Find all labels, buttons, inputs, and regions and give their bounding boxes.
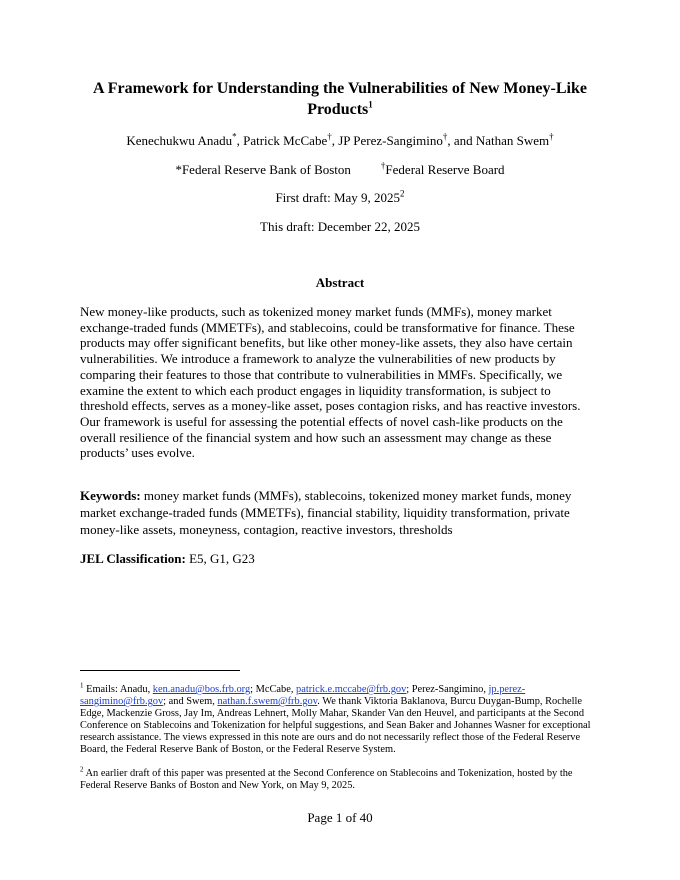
- author-perez-sangimino: JP Perez-Sangimino: [338, 133, 443, 148]
- footnote-2: [80, 765, 602, 792]
- footnote-2-mark: 2: [80, 765, 84, 774]
- keywords: [80, 487, 602, 539]
- author-separator: , and: [447, 133, 476, 148]
- email-link-perez-sangimino[interactable]: jp.perez-sangimino@frb.gov: [80, 684, 526, 708]
- affiliations: [60, 161, 620, 178]
- footnote-text: ; Perez-Sangimino,: [406, 684, 489, 695]
- first-draft-footnote-mark[interactable]: 2: [400, 188, 405, 199]
- abstract-heading: Abstract: [315, 275, 365, 290]
- author-affil-mark: *: [232, 131, 237, 142]
- affiliation-board-mark: †: [380, 160, 386, 171]
- current-draft-date: This draft: December 22, 2025: [260, 219, 420, 234]
- keywords-label: Keywords:: [80, 488, 141, 503]
- author-list: [60, 132, 620, 149]
- author-separator: ,: [331, 133, 339, 148]
- author-separator: ,: [236, 133, 244, 148]
- abstract-body: New money-like products, such as tokenized money market funds (MMFs), money market exchange-traded funds (MMETFs), and stablecoins, could be transformative for finance. These products may offer significant benefits, but like other money-like assets, they also have certain vulnerabilities. We introduce a framework to analyze the vulnerabilities of new products by comparing their features to those that contribute to vulnerabilities in MMFs. Specifically, we examine the extent to which each product engages in liquidity transformation, is subject to threshold effects, serves as a money-like asset, poses contagion risks, and has reactive investors. Our framework is useful for assessing the potential effects of novel cash-like products on the overall resilience of the financial system and how such an assessment may change as these products’ uses evolve.: [80, 304, 581, 461]
- author-affil-mark: †: [327, 131, 332, 142]
- affiliation-board: Federal Reserve Board: [385, 162, 505, 177]
- page-number: Page 1 of 40: [307, 810, 373, 825]
- title-footnote-mark[interactable]: 1: [368, 99, 373, 110]
- footnote-1-mark: 1: [80, 681, 84, 690]
- email-link-anadu[interactable]: ken.anadu@bos.frb.org: [152, 684, 251, 695]
- paper-title: [80, 78, 600, 120]
- first-draft-text: First draft: May 9, 2025: [275, 190, 401, 205]
- footnote-text: ; McCabe,: [250, 684, 297, 695]
- jel-label: JEL Classification:: [80, 551, 186, 566]
- title-text: A Framework for Understanding the Vulnerabilities of New Money-Like Products: [93, 80, 587, 118]
- author-swem: Nathan Swem: [475, 133, 550, 148]
- keywords-text: money market funds (MMFs), stablecoins, tokenized money market funds, money market exchange-traded funds (MMETFs), financial stability, liquidity transformation, private money-like assets, moneyness, contagion, reactive investors, thresholds: [80, 488, 572, 538]
- affiliation-boston: *Federal Reserve Bank of Boston: [175, 162, 351, 177]
- jel-classification: [80, 551, 255, 567]
- jel-codes: E5, G1, G23: [185, 551, 255, 566]
- email-link-mccabe[interactable]: patrick.e.mccabe@frb.gov: [296, 684, 407, 695]
- footnote-text: Emails: Anadu,: [83, 684, 153, 695]
- footnote-text: An earlier draft of this paper was presented at the Second Conference on Stablecoins and Tokenization, hosted by the Federal Reserve Banks of Boston and New York, on May 9, 2025.: [80, 768, 573, 792]
- email-link-swem[interactable]: nathan.f.swem@frb.gov: [217, 696, 318, 708]
- author-anadu: Kenechukwu Anadu: [126, 133, 233, 148]
- footnote-1: [80, 681, 602, 757]
- author-affil-mark: †: [442, 131, 448, 142]
- footnote-divider: [80, 670, 240, 671]
- footnote-text: . We thank Viktoria Baklanova, Burcu Duygan-Bump, Rochelle Edge, Mackenzie Gross, Jay Im, Andreas Lehnert, Molly Mahar, Skander Van den Heuvel, and participants at the Second Conference on Stablecoins and Tokenization for helpful suggestions, and Sean Baker and Johannes Wasner for exceptional research assistance. The views expressed in this note are ours and do not necessarily reflect those of the Federal Reserve Board, the Federal Reserve Bank of Boston, or the Federal Reserve System.: [80, 696, 591, 756]
- footnote-text: ; and Swem,: [163, 696, 218, 708]
- author-affil-mark: †: [549, 131, 554, 142]
- author-mccabe: Patrick McCabe: [243, 133, 328, 148]
- first-draft-date: [60, 189, 620, 206]
